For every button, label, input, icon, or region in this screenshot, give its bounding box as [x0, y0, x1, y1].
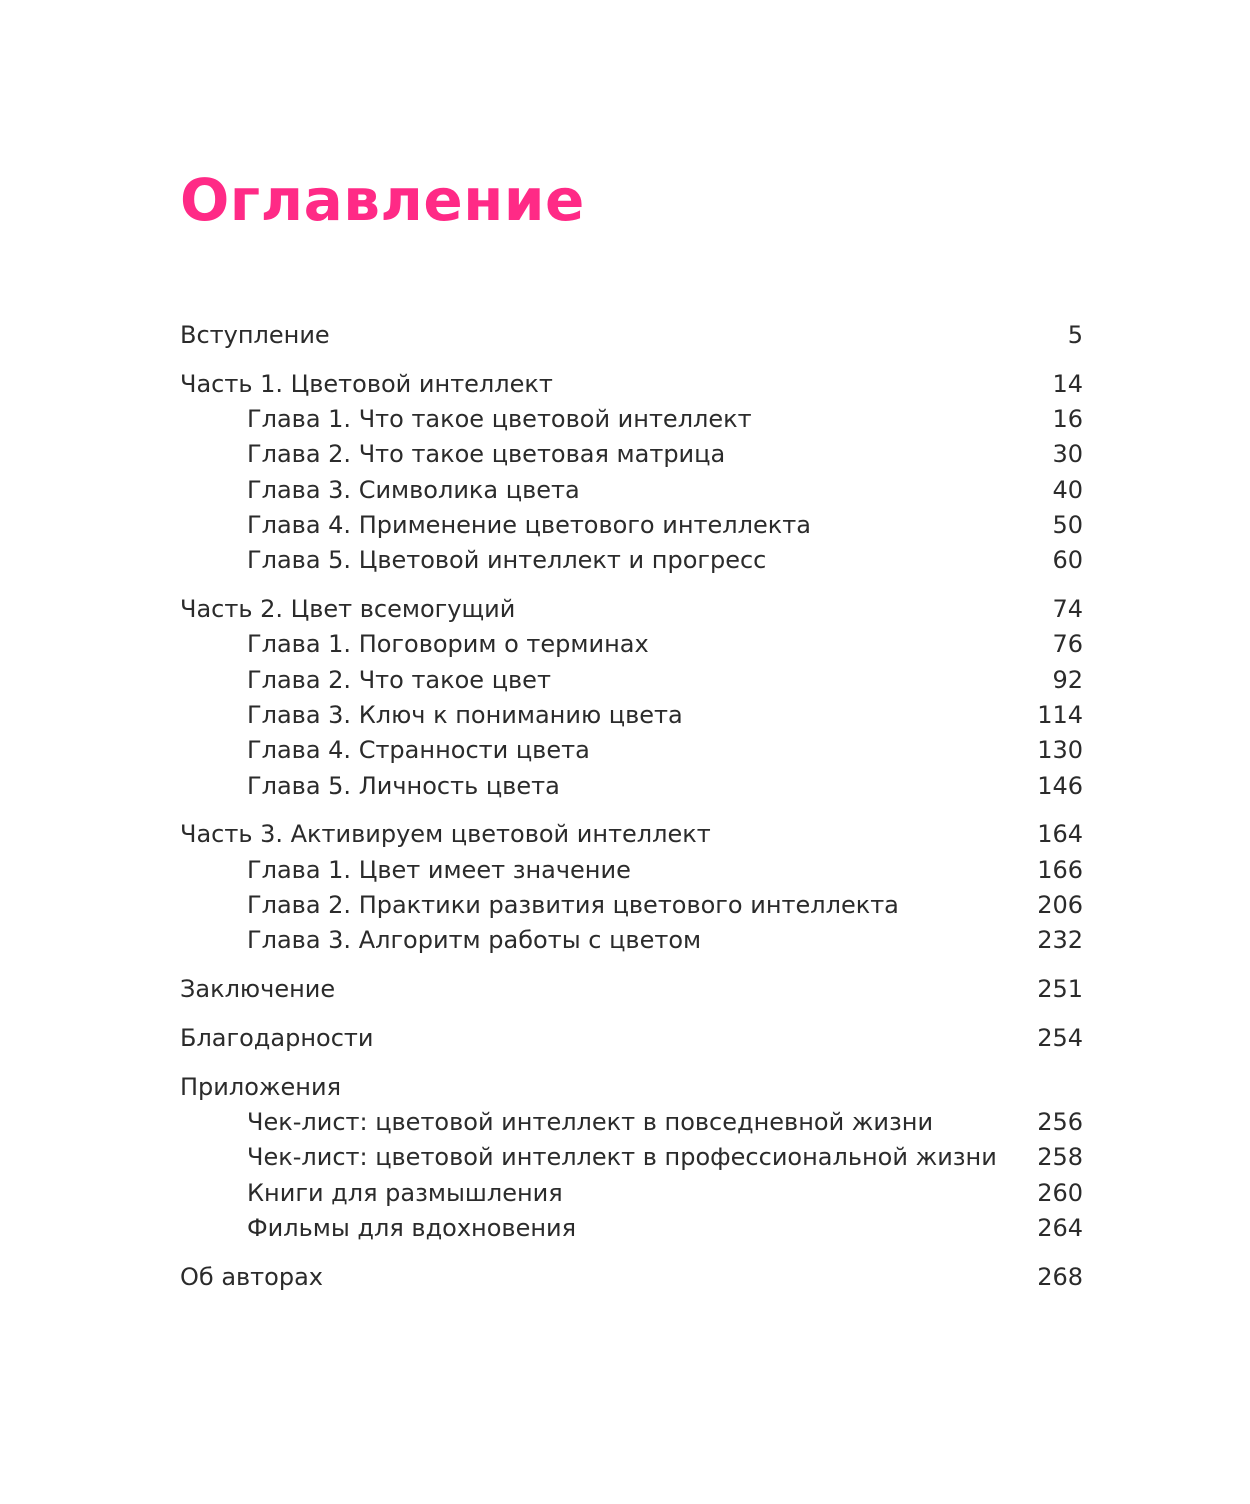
toc-section-entry[interactable] [180, 592, 1083, 627]
toc-entry-page-number: 251 [1037, 975, 1083, 1004]
toc-entry-title: Глава 1. Поговорим о терминах [247, 630, 649, 659]
toc-entry-title: Часть 1. Цветовой интеллект [180, 369, 553, 398]
toc-section-entry[interactable] [180, 318, 1083, 353]
toc-chapter-entry[interactable] [180, 1176, 1083, 1211]
toc-entry-page-number: 268 [1037, 1262, 1083, 1291]
toc-entry-title: Книги для размышления [247, 1178, 563, 1207]
toc-section-entry[interactable] [180, 1260, 1083, 1295]
toc-entry-title: Глава 2. Что такое цветовая матрица [247, 440, 726, 469]
toc-entry-title: Глава 2. Что такое цвет [247, 665, 551, 694]
toc-entry-page-number: 40 [1052, 475, 1083, 504]
toc-entry-page-number: 256 [1037, 1107, 1083, 1136]
toc-chapter-entry[interactable] [180, 923, 1083, 958]
toc-chapter-entry[interactable] [180, 663, 1083, 698]
toc-chapter-entry[interactable] [180, 402, 1083, 437]
toc-entry-title: Вступление [180, 321, 330, 349]
toc-entry-page-number: 206 [1037, 890, 1083, 919]
toc-entry-page-number: 260 [1037, 1178, 1083, 1207]
toc-entry-page-number: 60 [1052, 546, 1083, 575]
toc-entry-page-number: 114 [1037, 700, 1083, 729]
toc-entry-page-number: 130 [1037, 736, 1083, 765]
toc-entry-page-number: 164 [1037, 820, 1083, 849]
toc-entry-title: Благодарности [180, 1023, 374, 1052]
toc-chapter-entry[interactable] [180, 543, 1083, 578]
toc-entry-title: Глава 3. Ключ к пониманию цвета [247, 700, 683, 729]
toc-entry-title: Глава 5. Личность цвета [247, 771, 560, 800]
toc-chapter-entry[interactable] [180, 1211, 1083, 1246]
toc-chapter-entry[interactable] [180, 698, 1083, 733]
toc-chapter-entry[interactable] [180, 1140, 1083, 1175]
toc-entry-title: Чек-лист: цветовой интеллект в повседневной жизни [247, 1107, 934, 1136]
toc-chapter-entry[interactable] [180, 473, 1083, 508]
toc-entry-page-number: 76 [1052, 630, 1083, 659]
toc-entry-page-number: 92 [1052, 665, 1083, 694]
toc-entry-page-number: 254 [1037, 1023, 1083, 1052]
toc-entry-title: Глава 5. Цветовой интеллект и прогресс [247, 546, 767, 575]
table-of-contents [180, 318, 1083, 1295]
toc-entry-title: Глава 1. Цвет имеет значение [247, 855, 631, 884]
toc-entry-title: Глава 4. Странности цвета [247, 736, 590, 765]
toc-chapter-entry[interactable] [180, 1105, 1083, 1140]
toc-entry-title: Глава 3. Символика цвета [247, 475, 580, 504]
toc-entry-page-number: 166 [1037, 855, 1083, 884]
toc-chapter-entry[interactable] [180, 888, 1083, 923]
toc-section-entry[interactable] [180, 972, 1083, 1007]
toc-chapter-entry[interactable] [180, 508, 1083, 543]
toc-entry-title: Заключение [180, 975, 336, 1004]
toc-entry-page-number: 146 [1037, 771, 1083, 800]
toc-entry-page-number: 232 [1037, 926, 1083, 955]
toc-section-entry[interactable] [180, 817, 1083, 852]
toc-entry-page-number: 16 [1052, 405, 1083, 434]
toc-entry-title: Глава 2. Практики развития цветового интеллекта [247, 890, 899, 919]
toc-entry-title: Часть 3. Активируем цветовой интеллект [180, 820, 711, 849]
toc-entry-title: Фильмы для вдохновения [247, 1213, 577, 1242]
toc-section-entry[interactable] [180, 1021, 1083, 1056]
toc-entry-title: Часть 2. Цвет всемогущий [180, 595, 516, 624]
toc-entry-title: Приложения [180, 1072, 342, 1101]
toc-section-entry[interactable] [180, 367, 1083, 402]
toc-entry-page-number: 14 [1052, 369, 1083, 398]
toc-entry-title: Глава 4. Применение цветового интеллекта [247, 510, 811, 539]
page-title: Оглавление [180, 166, 585, 234]
toc-chapter-entry[interactable] [180, 437, 1083, 472]
toc-entry-title: Об авторах [180, 1262, 323, 1291]
toc-entry-title: Чек-лист: цветовой интеллект в профессиональной жизни [247, 1143, 997, 1172]
toc-entry-page-number: 258 [1037, 1143, 1083, 1172]
toc-chapter-entry[interactable] [180, 733, 1083, 768]
toc-entry-page-number: 74 [1052, 595, 1083, 624]
toc-entry-title: Глава 1. Что такое цветовой интеллект [247, 405, 752, 434]
toc-entry-page-number: 50 [1052, 510, 1083, 539]
toc-entry-page-number: 264 [1037, 1213, 1083, 1242]
toc-chapter-entry[interactable] [180, 853, 1083, 888]
toc-entry-page-number: 30 [1052, 440, 1083, 469]
toc-chapter-entry[interactable] [180, 627, 1083, 662]
toc-entry-page-number: 5 [1067, 321, 1083, 349]
toc-entry-title: Глава 3. Алгоритм работы с цветом [247, 926, 702, 955]
toc-section-entry[interactable] [180, 1070, 1083, 1105]
toc-chapter-entry[interactable] [180, 769, 1083, 804]
